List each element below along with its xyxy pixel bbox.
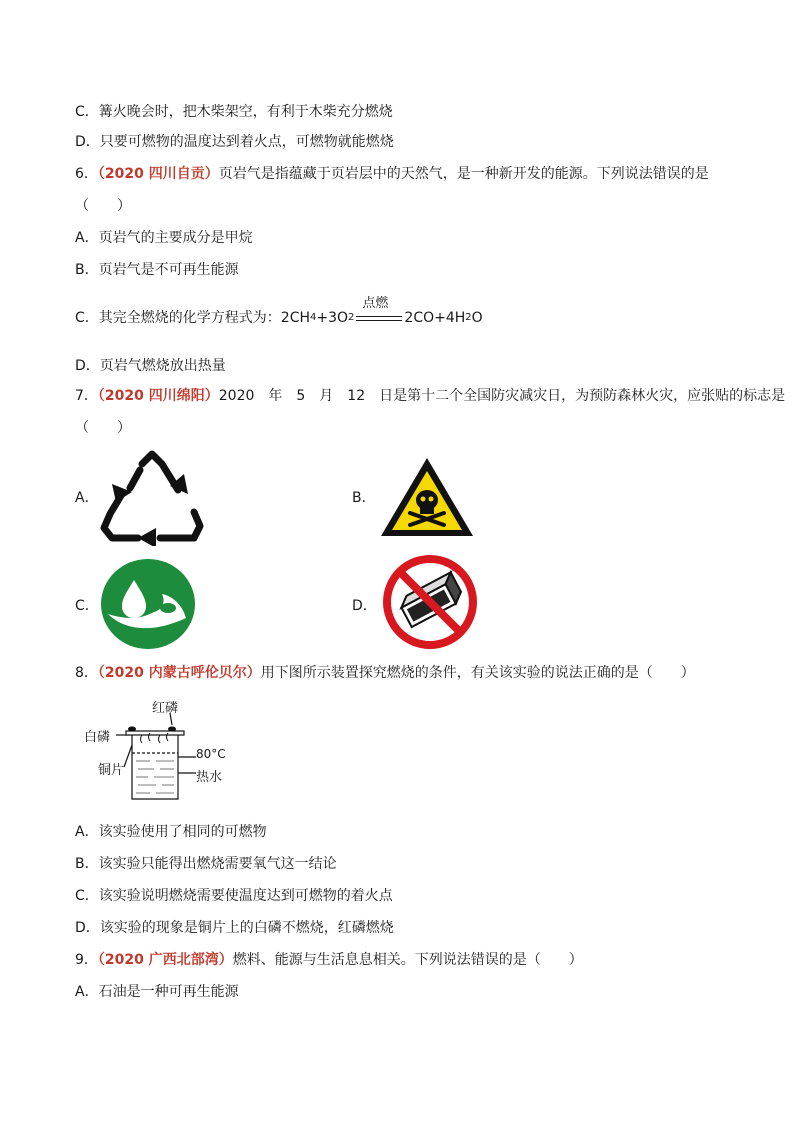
white-phosphorus-label: 白磷: [84, 730, 111, 745]
q7-label-d: D．: [352, 598, 377, 614]
q7-text: 2020 年 5 月 12 日是第十二个全国防灾减灾日，为预防森林火灾，应张贴的标志是: [218, 388, 786, 404]
reaction-condition: 点燃: [362, 296, 389, 311]
q6-text: 页岩气是指蕴藏于页岩层中的天然气，是一种新开发的能源。下列说法错误的是: [218, 166, 709, 182]
q6-option-a: A．页岩气的主要成分是甲烷: [75, 230, 253, 246]
q7-source: （2020 四川绵阳）: [97, 388, 219, 404]
beaker-diagram: [80, 695, 240, 805]
q7-label-b: B．: [352, 490, 376, 506]
copper-sheet-label: 铜片: [98, 763, 125, 778]
q8-stem: [75, 663, 695, 683]
q6-option-b: B．页岩气是不可再生能源: [75, 262, 239, 278]
q5-option-c: C．篝火晚会时，把木柴架空，有利于木柴充分燃烧: [75, 104, 393, 120]
chemical-equation: 2CH 4 +3O 2 点燃 2CO+4H 2 O: [280, 296, 483, 326]
hot-water-label: 热水: [196, 770, 223, 785]
temperature-label: 80°C: [196, 747, 226, 761]
toxic-warning-icon: [378, 455, 476, 539]
q8-number: 8．: [75, 665, 98, 681]
q6-option-d: D．页岩气燃烧放出热量: [75, 358, 226, 374]
combustion-apparatus-figure: [80, 695, 240, 805]
q8-option-d: D．该实验的现象是铜片上的白磷不燃烧，红磷燃烧: [75, 920, 394, 936]
q8-option-a: A．该实验使用了相同的可燃物: [75, 824, 267, 840]
q6-option-c-prefix: C．其完全燃烧的化学方程式为：: [75, 310, 281, 326]
q9-option-a: A．石油是一种可再生能源: [75, 984, 239, 1000]
q8-source: （2020 内蒙古呼伦贝尔）: [97, 665, 261, 681]
no-matches-sign-icon: [382, 554, 478, 650]
q6-source: （2020 四川自贡）: [97, 166, 219, 182]
water-saving-icon: [100, 558, 196, 650]
red-phosphorus-label: 红磷: [152, 701, 179, 716]
q6-option-c: [75, 296, 483, 328]
q9-source: （2020 广西北部湾）: [97, 952, 233, 968]
recycle-icon: [98, 450, 206, 546]
q9-stem: [75, 950, 583, 970]
q8-text: 用下图所示装置探究燃烧的条件，有关该实验的说法正确的是（ ）: [260, 665, 695, 681]
q7-label-a: A．: [75, 490, 99, 506]
reaction-arrow: [356, 296, 402, 325]
q7-stem: [75, 386, 785, 406]
q7-label-c: C．: [75, 598, 99, 614]
q8-option-b: B．该实验只能得出燃烧需要氧气这一结论: [75, 856, 337, 872]
q7-paren: （ ）: [75, 420, 131, 436]
q8-option-c: C．该实验说明燃烧需要使温度达到可燃物的着火点: [75, 888, 393, 904]
q6-number: 6．: [75, 166, 98, 182]
q6-paren: （ ）: [75, 198, 131, 214]
q9-number: 9．: [75, 952, 98, 968]
q7-number: 7．: [75, 388, 98, 404]
q6-stem: [75, 164, 709, 184]
q5-option-d: D．只要可燃物的温度达到着火点，可燃物就能燃烧: [75, 134, 394, 150]
q9-text: 燃料、能源与生活息息相关。下列说法错误的是（ ）: [232, 952, 583, 968]
